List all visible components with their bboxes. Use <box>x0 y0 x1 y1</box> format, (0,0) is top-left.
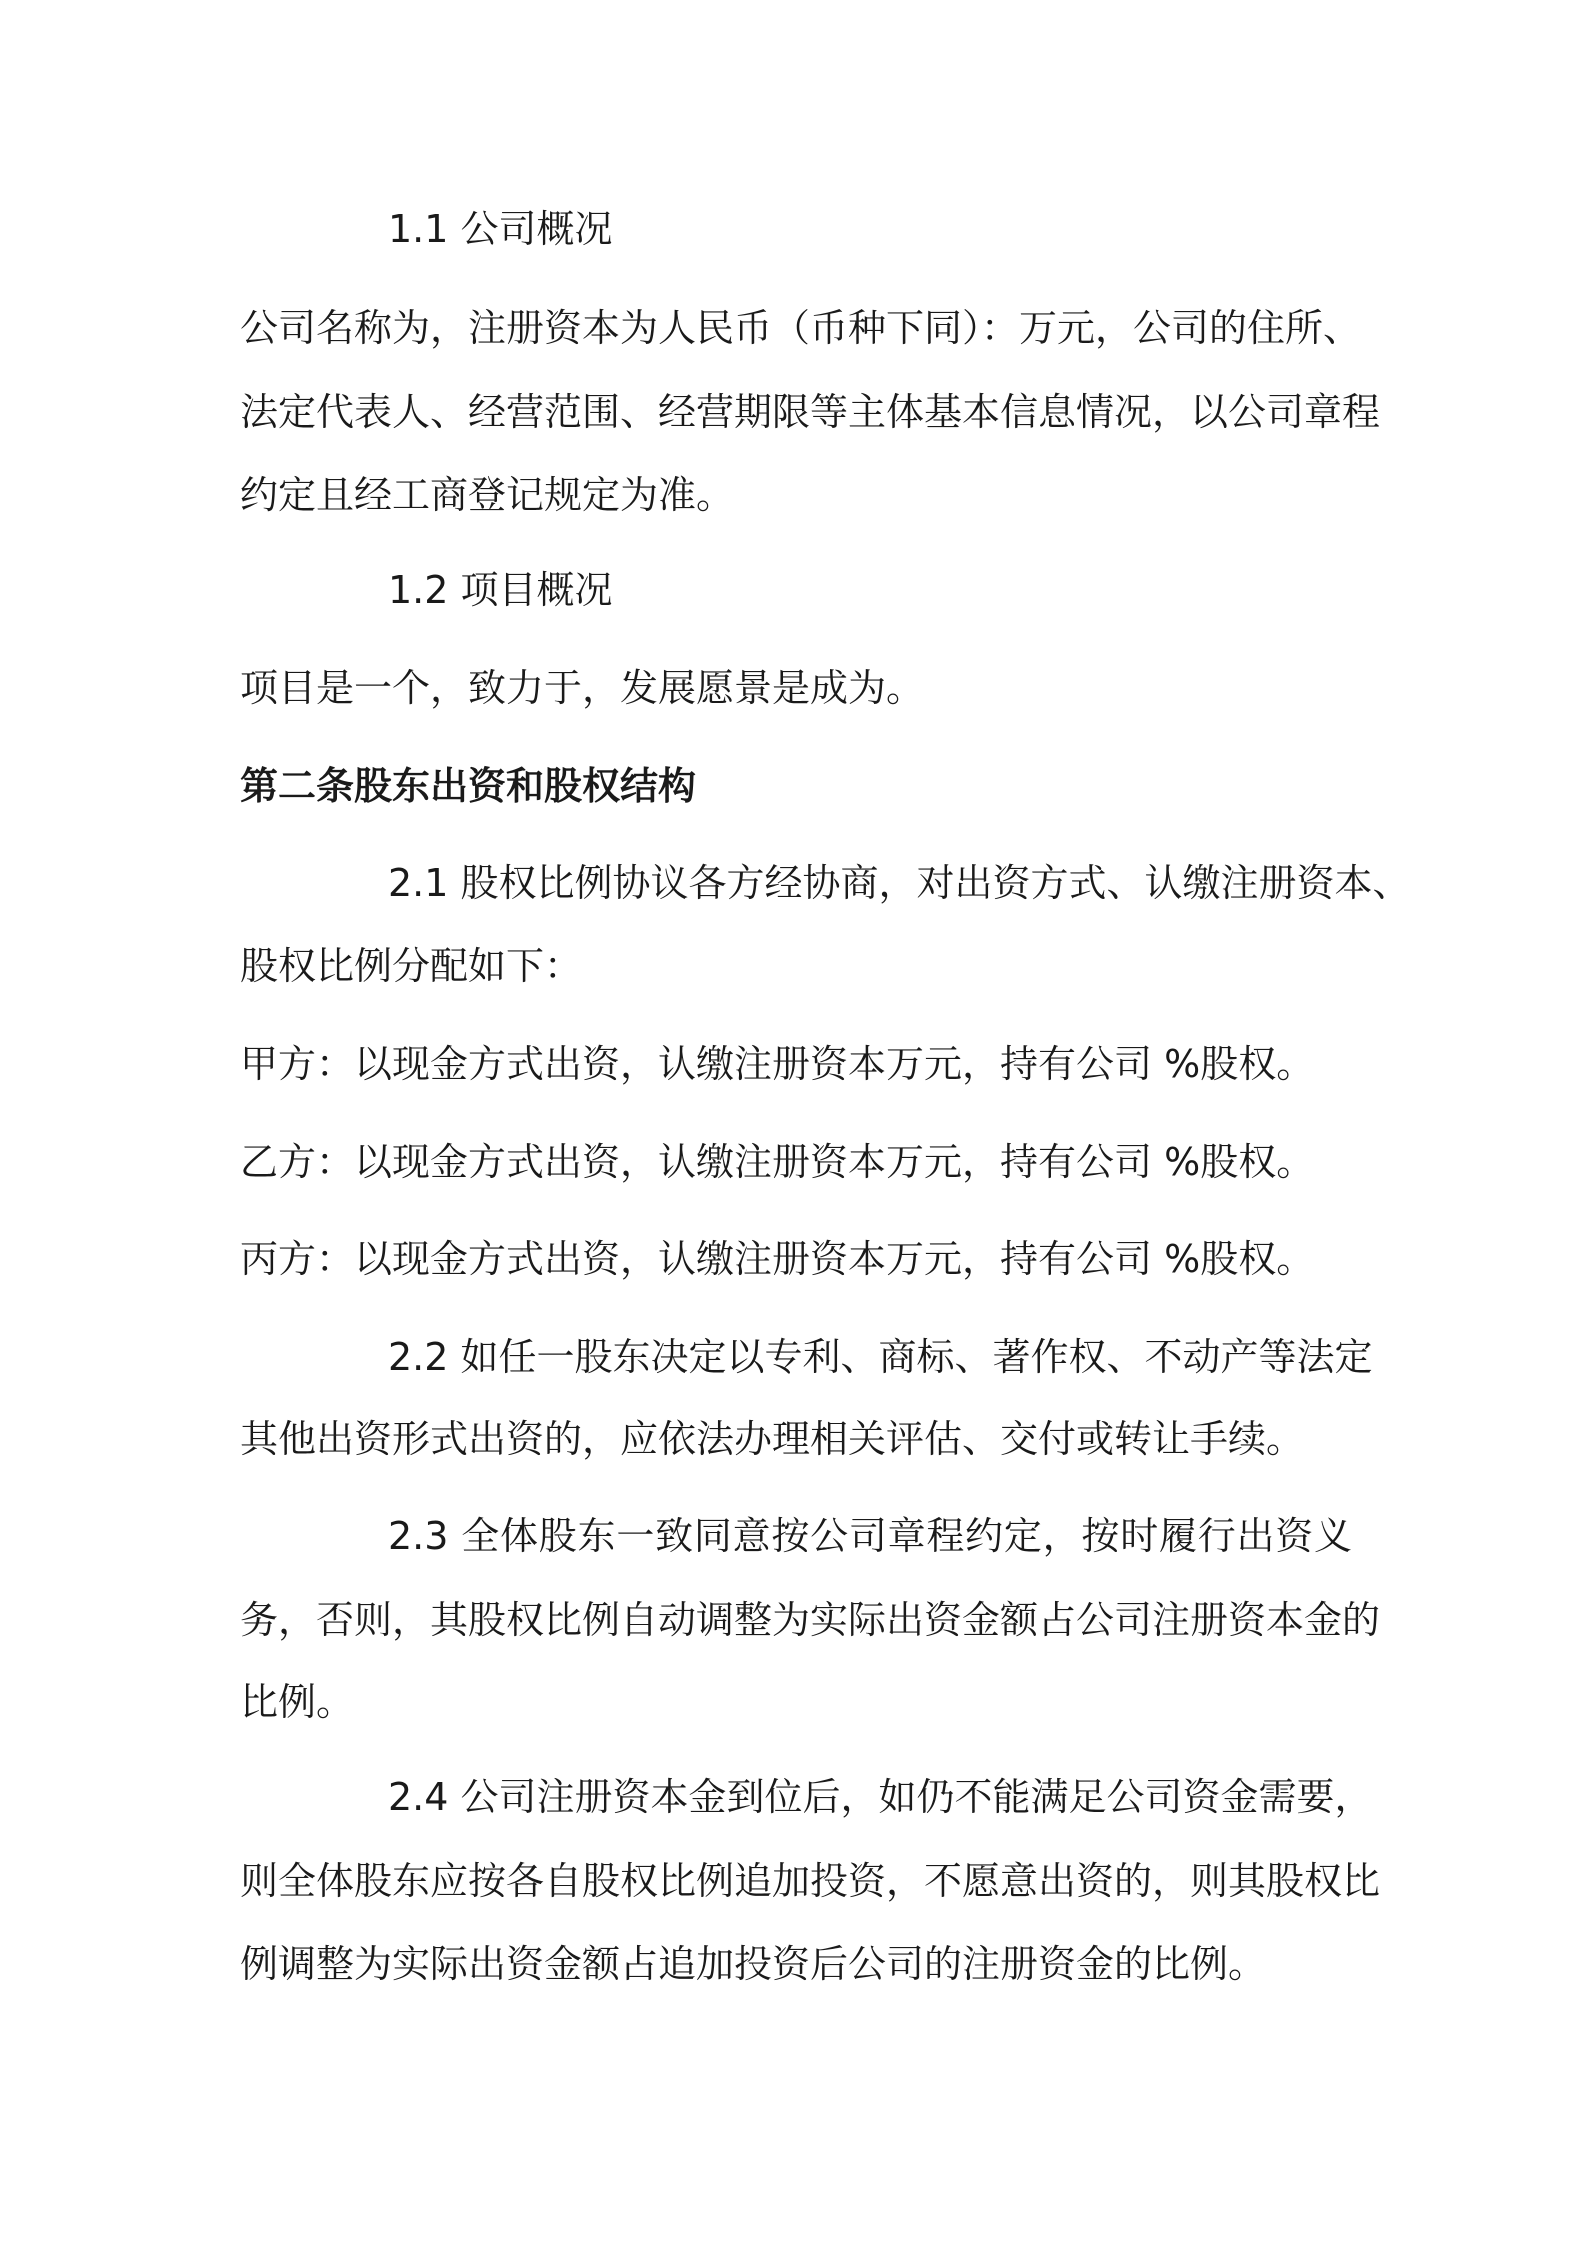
party-b-line: 乙方：以现金方式出资，认缴注册资本万元，持有公司 %股权。 <box>240 1140 1315 1184</box>
section-2-4-line-2: 则全体股东应按各自股权比例追加投资，不愿意出资的，则其股权比 <box>240 1859 1381 1903</box>
section-2-3-line-3: 比例。 <box>240 1680 355 1724</box>
section-2-1-line-1: 2.1 股权比例协议各方经协商，对出资方式、认缴注册资本、 <box>388 861 1411 905</box>
section-2-2-line-1: 2.2 如任一股东决定以专利、商标、著作权、不动产等法定 <box>388 1335 1373 1379</box>
section-1-1-line-3: 约定且经工商登记规定为准。 <box>240 473 735 517</box>
party-a-line: 甲方：以现金方式出资，认缴注册资本万元，持有公司 %股权。 <box>240 1042 1315 1086</box>
section-1-2-body: 项目是一个，致力于，发展愿景是成为。 <box>240 666 925 710</box>
section-1-1-line-1: 公司名称为，注册资本为人民币（币种下同）：万元，公司的住所、 <box>240 306 1362 350</box>
section-2-3-line-1: 2.3 全体股东一致同意按公司章程约定，按时履行出资义 <box>388 1514 1352 1558</box>
section-1-1-line-2: 法定代表人、经营范围、经营期限等主体基本信息情况，以公司章程 <box>240 390 1381 434</box>
section-1-1-heading: 1.1 公司概况 <box>388 207 613 251</box>
article-2-title: 第二条股东出资和股权结构 <box>240 764 697 808</box>
party-c-line: 丙方：以现金方式出资，认缴注册资本万元，持有公司 %股权。 <box>240 1237 1315 1281</box>
section-2-2-line-2: 其他出资形式出资的，应依法办理相关评估、交付或转让手续。 <box>240 1417 1305 1461</box>
section-2-1-line-2: 股权比例分配如下： <box>240 944 583 988</box>
section-2-4-line-3: 例调整为实际出资金额占追加投资后公司的注册资金的比例。 <box>240 1942 1267 1986</box>
section-1-2-heading: 1.2 项目概况 <box>388 568 613 612</box>
section-2-4-line-1: 2.4 公司注册资本金到位后，如仍不能满足公司资金需要， <box>388 1775 1373 1819</box>
section-2-3-line-2: 务，否则，其股权比例自动调整为实际出资金额占公司注册资本金的 <box>240 1598 1381 1642</box>
